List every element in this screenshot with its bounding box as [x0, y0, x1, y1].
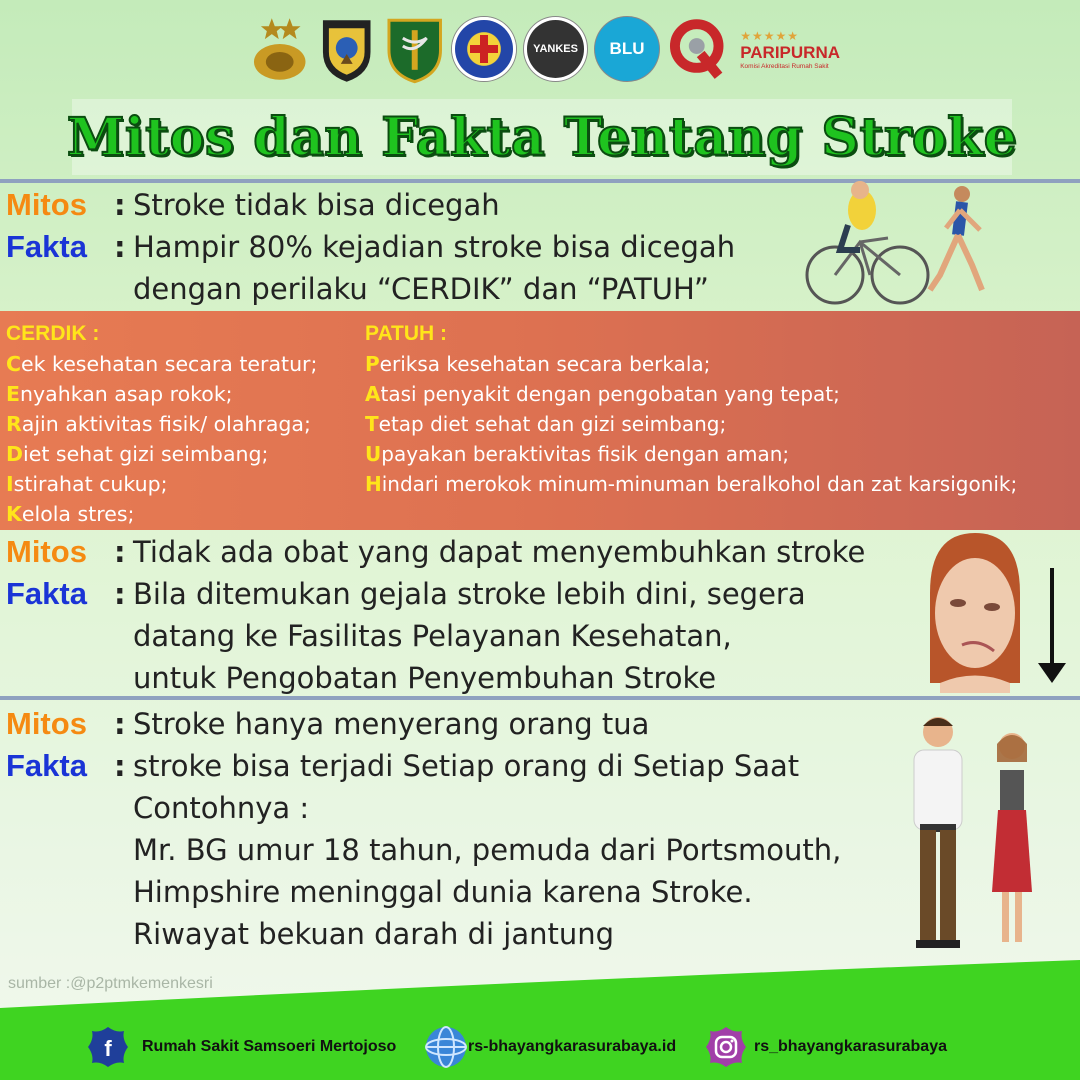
yankes-logo: YANKES	[524, 17, 587, 81]
item-initial: T	[365, 412, 379, 436]
item-text: ajin aktivitas fisik/ olahraga;	[21, 412, 311, 436]
blu-logo: BLU	[595, 17, 658, 81]
police-emblem-logo	[250, 14, 309, 84]
item-initial: I	[6, 472, 14, 496]
colon: :	[114, 749, 126, 783]
cerdik-heading: CERDIK :	[6, 322, 100, 345]
fact-text: untuk Pengobatan Penyembuhan Stroke	[133, 661, 717, 695]
cyclist-and-runner-illustration	[800, 180, 1000, 310]
item-text: eriksa kesehatan secara berkala;	[379, 352, 711, 376]
colon: :	[114, 535, 126, 569]
facebook-page-name: Rumah Sakit Samsoeri Mertojoso	[142, 1038, 397, 1055]
list-item	[365, 409, 1017, 439]
instagram-handle: rs_bhayangkarasurabaya	[754, 1038, 947, 1055]
list-item	[6, 349, 317, 379]
fact-text: Mr. BG umur 18 tahun, pemuda dari Portsmouth,	[133, 833, 842, 867]
colon: :	[114, 188, 126, 222]
list-item	[365, 349, 1017, 379]
item-initial: A	[365, 382, 381, 406]
facebook-icon	[86, 1025, 130, 1069]
item-initial: K	[6, 502, 22, 526]
item-text: payakan beraktivitas fisik dengan aman;	[381, 442, 790, 466]
instagram-icon	[704, 1025, 748, 1069]
instagram-link[interactable]	[704, 1025, 947, 1069]
divider	[0, 696, 1080, 700]
item-initial: U	[365, 442, 382, 466]
paripurna-brand	[740, 29, 840, 70]
cerdik-list	[6, 319, 317, 529]
item-text: elola stres;	[21, 502, 135, 526]
patuh-list	[365, 319, 1017, 499]
item-text: etap diet sehat dan gizi seimbang;	[378, 412, 727, 436]
myth-text: Tidak ada obat yang dapat menyembuhkan stroke	[133, 535, 866, 569]
medical-shield-logo	[385, 14, 444, 84]
cerdik-patuh-panel	[0, 311, 1080, 530]
jawa-timur-shield-logo	[317, 14, 376, 84]
list-item	[6, 439, 317, 469]
list-item	[365, 439, 1017, 469]
myth-label: Mitos	[6, 187, 87, 222]
item-initial: H	[365, 472, 382, 496]
source-credit: sumber :@p2ptmkemenkesri	[8, 975, 213, 992]
young-couple-illustration	[900, 712, 1050, 957]
stroke-face-illustration	[920, 533, 1075, 693]
page-title: Mitos dan Fakta Tentang Stroke	[66, 106, 1018, 168]
myth-text: Stroke hanya menyerang orang tua	[133, 707, 650, 741]
item-text: stirahat cukup;	[13, 472, 168, 496]
title-banner	[66, 99, 1018, 175]
paripurna-q-logo	[667, 16, 728, 82]
myth-label: Mitos	[6, 706, 87, 741]
myth-label: Mitos	[6, 534, 87, 569]
fact-text: Contohnya :	[133, 791, 310, 825]
rating-stars: ★★★★★	[740, 28, 799, 43]
myth-text: Stroke tidak bisa dicegah	[133, 188, 500, 222]
colon: :	[114, 577, 126, 611]
item-text: iet sehat gizi seimbang;	[23, 442, 269, 466]
item-initial: R	[6, 412, 22, 436]
svg-text:f: f	[104, 1036, 112, 1061]
fact-label: Fakta	[6, 229, 87, 264]
colon: :	[114, 230, 126, 264]
fact-label: Fakta	[6, 748, 87, 783]
logo-strip	[250, 8, 840, 90]
fact-text: Bila ditemukan gejala stroke lebih dini, segera	[133, 577, 806, 611]
facebook-link[interactable]	[86, 1025, 396, 1069]
patuh-heading: PATUH :	[365, 322, 448, 345]
fact-text: stroke bisa terjadi Setiap orang di Setiap Saat	[133, 749, 800, 783]
fact-text: Riwayat bekuan darah di jantung	[133, 917, 615, 951]
website-url: rs-bhayangkarasurabaya.id	[468, 1038, 677, 1055]
list-item	[6, 469, 317, 499]
item-initial: P	[365, 352, 380, 376]
list-item	[365, 469, 1017, 499]
list-item	[6, 499, 317, 529]
fact-text: datang ke Fasilitas Pelayanan Kesehatan,	[133, 619, 732, 653]
globe-icon	[424, 1025, 468, 1069]
brand-subtitle: Komisi Akreditasi Rumah Sakit	[740, 62, 829, 70]
fact-text: Hampir 80% kejadian stroke bisa dicegah	[133, 230, 736, 264]
list-item	[6, 409, 317, 439]
hospital-cross-icon	[464, 29, 504, 69]
website-link[interactable]	[424, 1025, 676, 1069]
item-text: nyahkan asap rokok;	[20, 382, 233, 406]
brand-name: PARIPURNA	[740, 42, 841, 62]
fact-text: dengan perilaku “CERDIK” dan “PATUH”	[133, 272, 709, 306]
item-text: indari merokok minum-minuman beralkohol dan zat karsigonik;	[381, 472, 1018, 496]
item-initial: D	[6, 442, 24, 466]
item-text: tasi penyakit dengan pengobatan yang tepat;	[380, 382, 840, 406]
fact-label: Fakta	[6, 576, 87, 611]
list-item	[6, 379, 317, 409]
list-item	[365, 379, 1017, 409]
rs-bhayangkara-logo	[452, 17, 515, 81]
item-initial: C	[6, 352, 22, 376]
item-text: ek kesehatan secara teratur;	[21, 352, 318, 376]
item-initial: E	[6, 382, 21, 406]
colon: :	[114, 707, 126, 741]
fact-text: Himpshire meninggal dunia karena Stroke.	[133, 875, 753, 909]
